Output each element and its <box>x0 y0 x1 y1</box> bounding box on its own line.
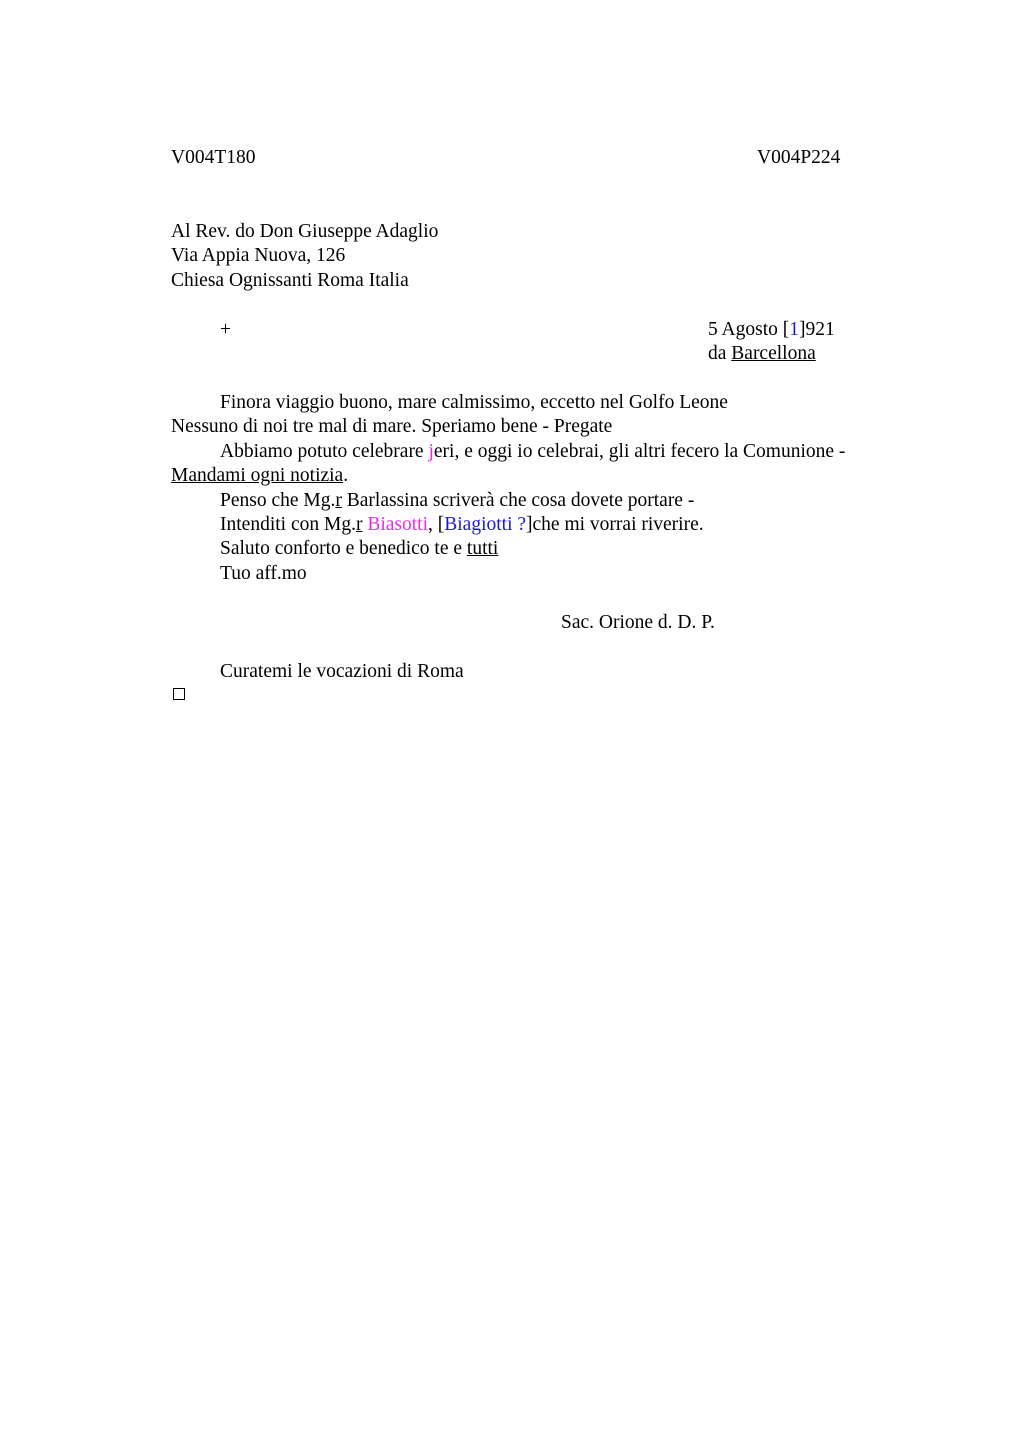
body-line-6-name: Biasotti <box>367 514 428 535</box>
body-line-3 <box>220 440 845 464</box>
body-line-7 <box>220 537 498 561</box>
body-line-5-b: Barlassina scriverà che cosa dovete portare - <box>341 490 695 511</box>
body-line-8: Tuo aff.mo <box>220 563 307 584</box>
date-suffix: ]921 <box>799 319 835 340</box>
body-line-3-a: Abbiamo potuto celebrare <box>220 441 429 462</box>
document-code-right: V004P224 <box>757 147 841 168</box>
body-line-3-b: eri, e oggi io celebrai, gli altri fecero la Comunione - <box>433 441 846 462</box>
address-line-2: Via Appia Nuova, 126 <box>171 245 346 266</box>
body-line-7-underlined: tutti <box>466 538 499 559</box>
date-prefix: 5 Agosto [ <box>708 319 790 340</box>
body-line-6-alt: Biagiotti ? <box>444 514 527 535</box>
place-prefix: da <box>708 343 732 364</box>
body-line-4-underlined: Mandami ogni notizia <box>171 465 344 486</box>
body-line-4-end: . <box>343 465 349 486</box>
body-line-5-r: r <box>335 490 342 511</box>
checkbox-square <box>173 688 185 700</box>
body-line-7-a: Saluto conforto e benedico te e <box>220 538 467 559</box>
date-digit: 1 <box>789 319 800 340</box>
document-code-left: V004T180 <box>171 147 256 168</box>
body-line-1: Finora viaggio buono, mare calmissimo, eccetto nel Golfo Leone <box>220 392 728 413</box>
cross-symbol: + <box>220 319 231 340</box>
body-line-6-r: r <box>355 514 363 535</box>
signature: Sac. Orione d. D. P. <box>561 612 715 633</box>
body-line-6 <box>220 513 704 537</box>
letter-date <box>708 318 835 342</box>
body-line-4 <box>171 464 348 488</box>
address-line-1: Al Rev. do Don Giuseppe Adaglio <box>171 221 439 242</box>
place-name: Barcellona <box>731 343 816 364</box>
body-line-3-j: j <box>428 441 434 462</box>
body-line-6-b: , [ <box>428 514 445 535</box>
body-line-2: Nessuno di noi tre mal di mare. Speriamo bene - Pregate <box>171 416 613 437</box>
body-line-5 <box>220 489 694 513</box>
address-line-3: Chiesa Ognissanti Roma Italia <box>171 270 409 291</box>
letter-place <box>708 342 816 366</box>
body-line-6-a: Intenditi con Mg. <box>220 514 356 535</box>
body-line-6-c: ]che mi vorrai riverire. <box>526 514 704 535</box>
postscript: Curatemi le vocazioni di Roma <box>220 661 464 682</box>
body-line-5-a: Penso che Mg. <box>220 490 336 511</box>
